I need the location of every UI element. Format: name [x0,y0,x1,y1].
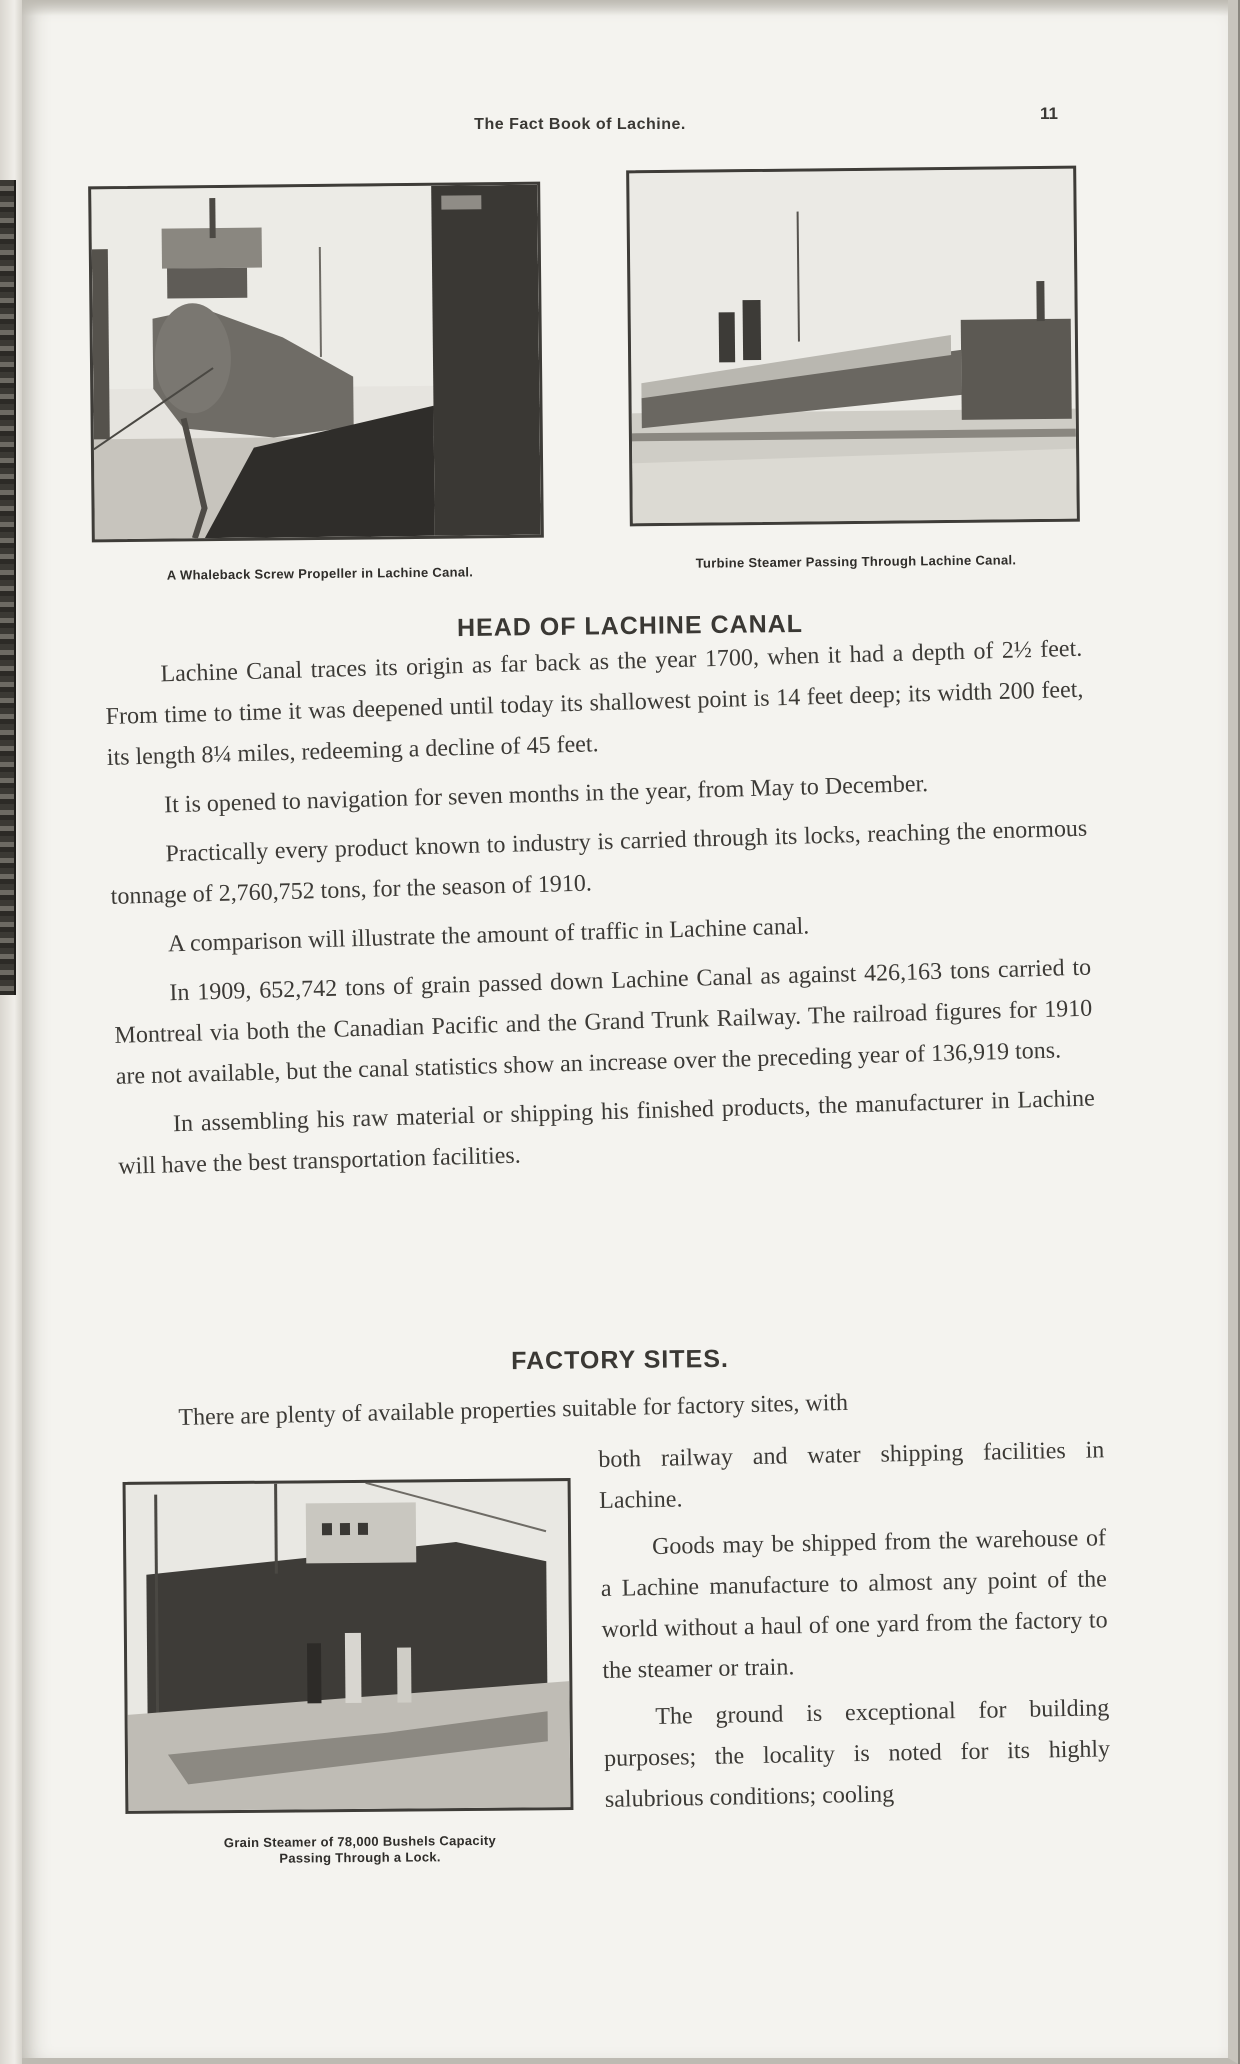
paragraph: Goods may be shipped from the warehouse of a Lachine manufacture to almost any point of the world without a haul of one yard from the factory to the steamer or train. [600,1525,1108,1684]
page-top-shadow [22,0,1228,16]
paragraph: It is opened to navigation for seven months in the year, from May to December. [163,771,929,819]
whaleback-photo [88,182,544,543]
grain-steamer-caption-line2: Passing Through a Lock. [279,1849,441,1866]
paragraph: Lachine Canal traces its origin as far back as the year 1700, when it had a depth of 2½ feet. From time to time it was deepened until today its shallowest point is 14 feet deep; its width 200 feet, its length 8¼ miles, redeeming a decline of 45 feet. [105,635,1084,771]
section-title-head-of-canal: HEAD OF LACHINE CANAL [456,609,804,643]
turbine-steamer-photo [626,166,1080,527]
page-number: 11 [1040,104,1058,123]
paragraph: In assembling his raw material or shipping his finished products, the manufacturer in Lachine will have the best transportation facilities. [117,1085,1096,1180]
grain-steamer-caption [160,1832,560,1868]
whaleback-caption: A Whaleback Screw Propeller in Lachine Canal. [166,564,474,583]
paragraph: In 1909, 652,742 tons of grain passed down Lachine Canal as against 426,163 tons carried to Montreal via both the Canadian Pacific and the Grand Trunk Railway. The railroad figures for 1910 are not available, but the canal statistics show an increase over the preceding year of 136,919 tons. [114,954,1093,1090]
turbine-steamer-caption: Turbine Steamer Passing Through Lachine Canal. [695,552,1017,571]
paragraph: A comparison will illustrate the amount of traffic in Lachine canal. [167,913,810,958]
grain-steamer-photo [123,1478,574,1814]
factory-sites-text [598,1430,1111,1827]
adjacent-page-photo-strip [0,180,16,995]
section-title-factory-sites: FACTORY SITES. [510,1344,730,1376]
paragraph: The ground is exceptional for building purposes; the locality is noted for its highly salubrious conditions; cooling [603,1695,1111,1813]
paragraph: both railway and water shipping facilities in Lachine. [598,1437,1105,1514]
paragraph: Practically every product known to industry is carried through its locks, reaching the enormous tonnage of 2,760,752 tons, for the season of 1910. [110,815,1088,910]
paragraph: There are plenty of available properties suitable for factory sites, with [178,1389,849,1431]
grain-steamer-caption-line1: Grain Steamer of 78,000 Bushels Capacity [223,1832,497,1851]
head-of-canal-text [104,629,1097,1196]
running-head: The Fact Book of Lachine. [474,116,686,133]
